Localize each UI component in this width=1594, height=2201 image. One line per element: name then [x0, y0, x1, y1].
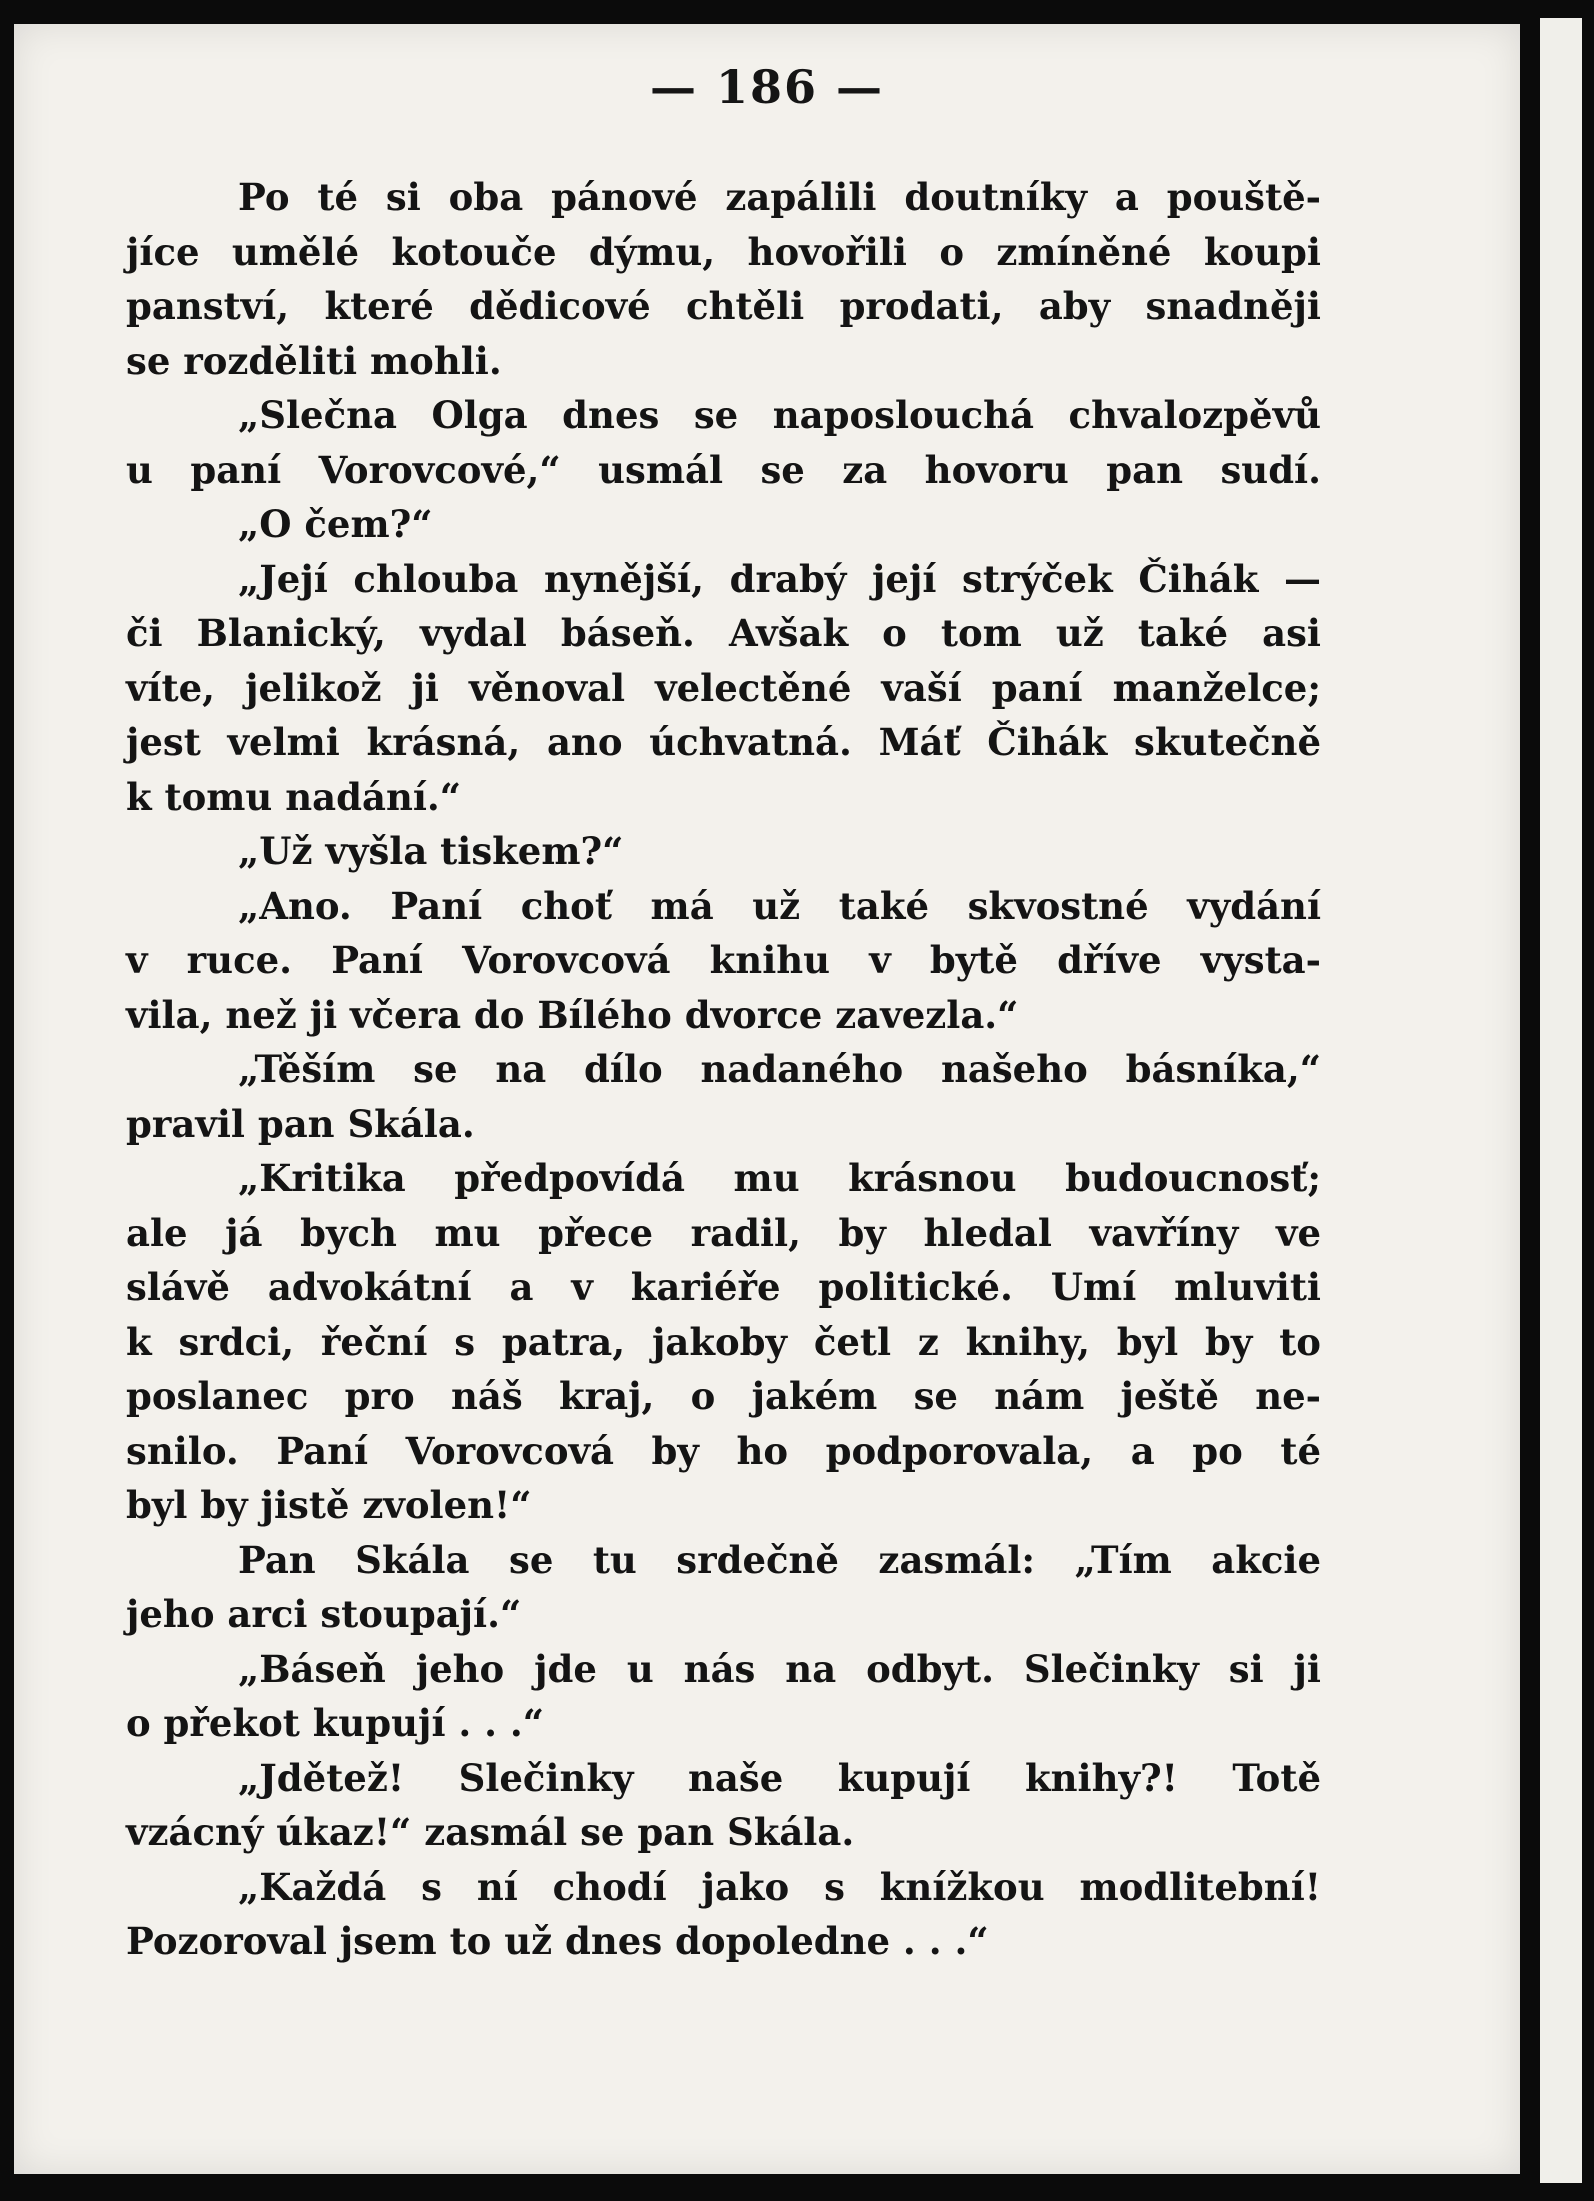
adjacent-page-edge [1540, 18, 1582, 2183]
text-line: jeho arci stoupají.“ [126, 1592, 522, 1636]
text-line: se rozděliti mohli. [126, 338, 502, 383]
text-line: u paní Vorovcové,“ usmál se za hovoru pan sudí. [126, 447, 1321, 492]
text-line: „Slečna Olga dnes se naposlouchá chvalozpěvů [238, 393, 1321, 437]
page-number: — 186 — [649, 60, 885, 114]
text-line: či Blanický, vydal báseň. Avšak o tom už také asi [126, 611, 1321, 655]
text-line: jíce umělé kotouče dýmu, hovořili o zmíněné koupi [126, 229, 1321, 274]
text-line: „Už vyšla tiskem?“ [238, 829, 624, 873]
text-line: „O čem?“ [238, 502, 433, 546]
text-line: panství, které dědicové chtěli prodati, aby snadněji [126, 284, 1321, 328]
text-line: snilo. Paní Vorovcová by ho podporovala, a po té [126, 1428, 1321, 1473]
text-line: „Báseň jeho jde u nás na odbyt. Slečinky si ji [238, 1646, 1321, 1691]
text-line: k srdci, řeční s patra, jakoby četl z knihy, byl by to [126, 1319, 1321, 1364]
text-line: „Kritika předpovídá mu krásnou budoucnosť; [238, 1156, 1321, 1200]
text-line: k tomu nadání.“ [126, 774, 462, 819]
text-line: „Její chlouba nynější, drabý její strýček Čihák — [238, 556, 1321, 601]
page-body-text [126, 170, 1321, 1969]
text-line: Po té si oba pánové zapálili doutníky a pouště- [238, 175, 1321, 219]
text-line: v ruce. Paní Vorovcová knihu v bytě dříve vysta- [126, 938, 1321, 982]
text-line: Pan Skála se tu srdečně zasmál: „Tím akcie [238, 1537, 1321, 1582]
text-line: o překot kupují . . .“ [126, 1701, 545, 1745]
text-line: „Těším se na dílo nadaného našeho básníka,“ [238, 1047, 1321, 1091]
text-line: jest velmi krásná, ano úchvatná. Máť Čihák skutečně [126, 720, 1321, 764]
text-line: „Ano. Paní choť má už také skvostné vydání [238, 883, 1321, 928]
text-line: byl by jistě zvolen!“ [126, 1483, 532, 1527]
text-line: slávě advokátní a v kariéře politické. Umí mluviti [126, 1265, 1321, 1309]
text-line: vzácný úkaz!“ zasmál se pan Skála. [126, 1810, 855, 1854]
text-line: vila, než ji včera do Bílého dvorce zavezla.“ [126, 992, 1019, 1037]
text-line: „Jdětež! Slečinky naše kupují knihy?! Totě [238, 1755, 1321, 1800]
text-line: poslanec pro náš kraj, o jakém se nám ještě ne- [126, 1374, 1321, 1418]
text-line: víte, jelikož ji věnoval velectěné vaší paní manželce; [126, 665, 1321, 710]
text-line: „Každá s ní chodí jako s knížkou modlitební! [238, 1864, 1321, 1909]
text-line: pravil pan Skála. [126, 1101, 475, 1146]
text-line: Pozoroval jsem to už dnes dopoledne . . .“ [126, 1919, 989, 1963]
text-line: ale já bych mu přece radil, by hledal vavříny ve [126, 1210, 1321, 1255]
book-page [14, 24, 1520, 2174]
